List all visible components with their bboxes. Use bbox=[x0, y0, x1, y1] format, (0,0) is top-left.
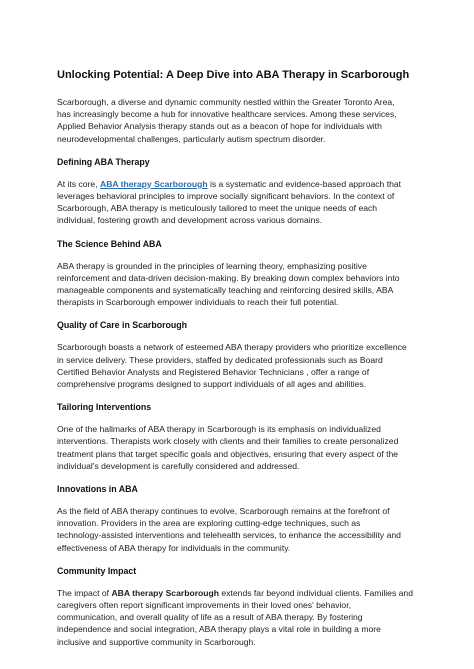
text-line: neurodevelopmental challenges, particularly autism spectrum disorder. bbox=[57, 133, 326, 144]
text-line: independence and social integration, ABA therapy plays a vital role in building a more bbox=[57, 624, 381, 635]
bold-text: ABA therapy Scarborough bbox=[111, 587, 220, 598]
community-paragraph bbox=[57, 587, 418, 648]
text-fragment: At its core, bbox=[57, 178, 100, 189]
aba-therapy-scarborough-link[interactable]: ABA therapy Scarborough bbox=[99, 178, 208, 189]
text-line: effectiveness of ABA therapy for individuals in the community. bbox=[57, 542, 291, 553]
text-line: Certified Behavior Analysts and Registered Behavior Technicians , offer a range of bbox=[57, 366, 370, 377]
text-line: has increasingly become a hub for innovative healthcare services. Among these services, bbox=[57, 109, 397, 120]
text-line: treatment plans that target specific goals and objectives, ensuring that every aspect of the bbox=[57, 448, 399, 459]
text-line: Scarborough, ABA therapy is meticulously tailored to meet the unique needs of each bbox=[57, 203, 378, 214]
text-line: comprehensive programs designed to support individuals of all ages and abilities. bbox=[57, 379, 367, 390]
text-line: inclusive and supportive community in Scarborough. bbox=[57, 636, 256, 647]
text-line: interventions. Therapists work closely with clients and their families to create personalized bbox=[57, 436, 399, 447]
section-heading-innovations: Innovations in ABA bbox=[57, 484, 138, 495]
text-line: Scarborough, a diverse and dynamic community nestled within the Greater Toronto Area, bbox=[57, 97, 395, 107]
intro-paragraph bbox=[57, 96, 418, 145]
text-line: One of the hallmarks of ABA therapy in Scarborough is its emphasis on individualized bbox=[57, 424, 381, 435]
text-line bbox=[57, 178, 418, 190]
text-line: innovation. Providers in the area are exploring cutting-edge techniques, such as bbox=[57, 518, 361, 529]
section-heading-defining: Defining ABA Therapy bbox=[57, 156, 150, 167]
section-heading-community: Community Impact bbox=[57, 565, 137, 576]
innovations-paragraph bbox=[57, 505, 418, 554]
text-line: technology-assisted interventions and telehealth services, to enhance the accessibility and bbox=[57, 530, 401, 541]
text-fragment: The impact of bbox=[57, 587, 112, 598]
text-line: As the field of ABA therapy continues to evolve, Scarborough remains at the forefront of bbox=[57, 506, 390, 517]
text-line bbox=[57, 587, 418, 599]
section-heading-science: The Science Behind ABA bbox=[57, 238, 162, 249]
section-heading-tailoring: Tailoring Interventions bbox=[57, 402, 152, 413]
quality-paragraph bbox=[57, 341, 418, 390]
text-line: Applied Behavior Analysis therapy stands out as a beacon of hope for individuals with bbox=[57, 121, 382, 132]
text-line: manageable components and systematically teaching and reinforcing desired skills, ABA bbox=[57, 285, 394, 296]
tailoring-paragraph bbox=[57, 423, 418, 472]
text-line: leverages behavioral principles to improve socially significant behaviors. In the context of bbox=[57, 191, 395, 202]
text-line: in service delivery. These providers, staffed by dedicated professionals such as Board bbox=[57, 354, 383, 365]
text-line: individual, fostering growth and development across various domains. bbox=[57, 215, 323, 226]
text-line: ABA therapy is grounded in the principles of learning theory, emphasizing positive bbox=[57, 260, 367, 271]
text-line: therapists in Scarborough empower individuals to reach their full potential. bbox=[57, 297, 339, 308]
text-line: Scarborough boasts a network of esteemed ABA therapy providers who prioritize excellence bbox=[57, 342, 407, 353]
text-line: reinforcement and data-driven decision-making. By breaking down complex behaviors into bbox=[57, 272, 400, 283]
page-title: Unlocking Potential: A Deep Dive into ABA Therapy in Scarborough bbox=[57, 69, 410, 81]
section-heading-quality: Quality of Care in Scarborough bbox=[57, 320, 188, 331]
defining-paragraph bbox=[57, 178, 418, 227]
text-fragment: is a systematic and evidence-based approach that bbox=[207, 178, 402, 189]
text-line: caregivers often report significant improvements in their loved ones' behavior, bbox=[57, 600, 351, 611]
text-line: individual's development is carefully considered and addressed. bbox=[57, 460, 300, 471]
text-fragment: extends far beyond individual clients. Families and bbox=[219, 587, 413, 598]
text-line: communication, and overall quality of life as a result of ABA therapy. By fostering bbox=[57, 612, 363, 623]
science-paragraph bbox=[57, 260, 418, 309]
